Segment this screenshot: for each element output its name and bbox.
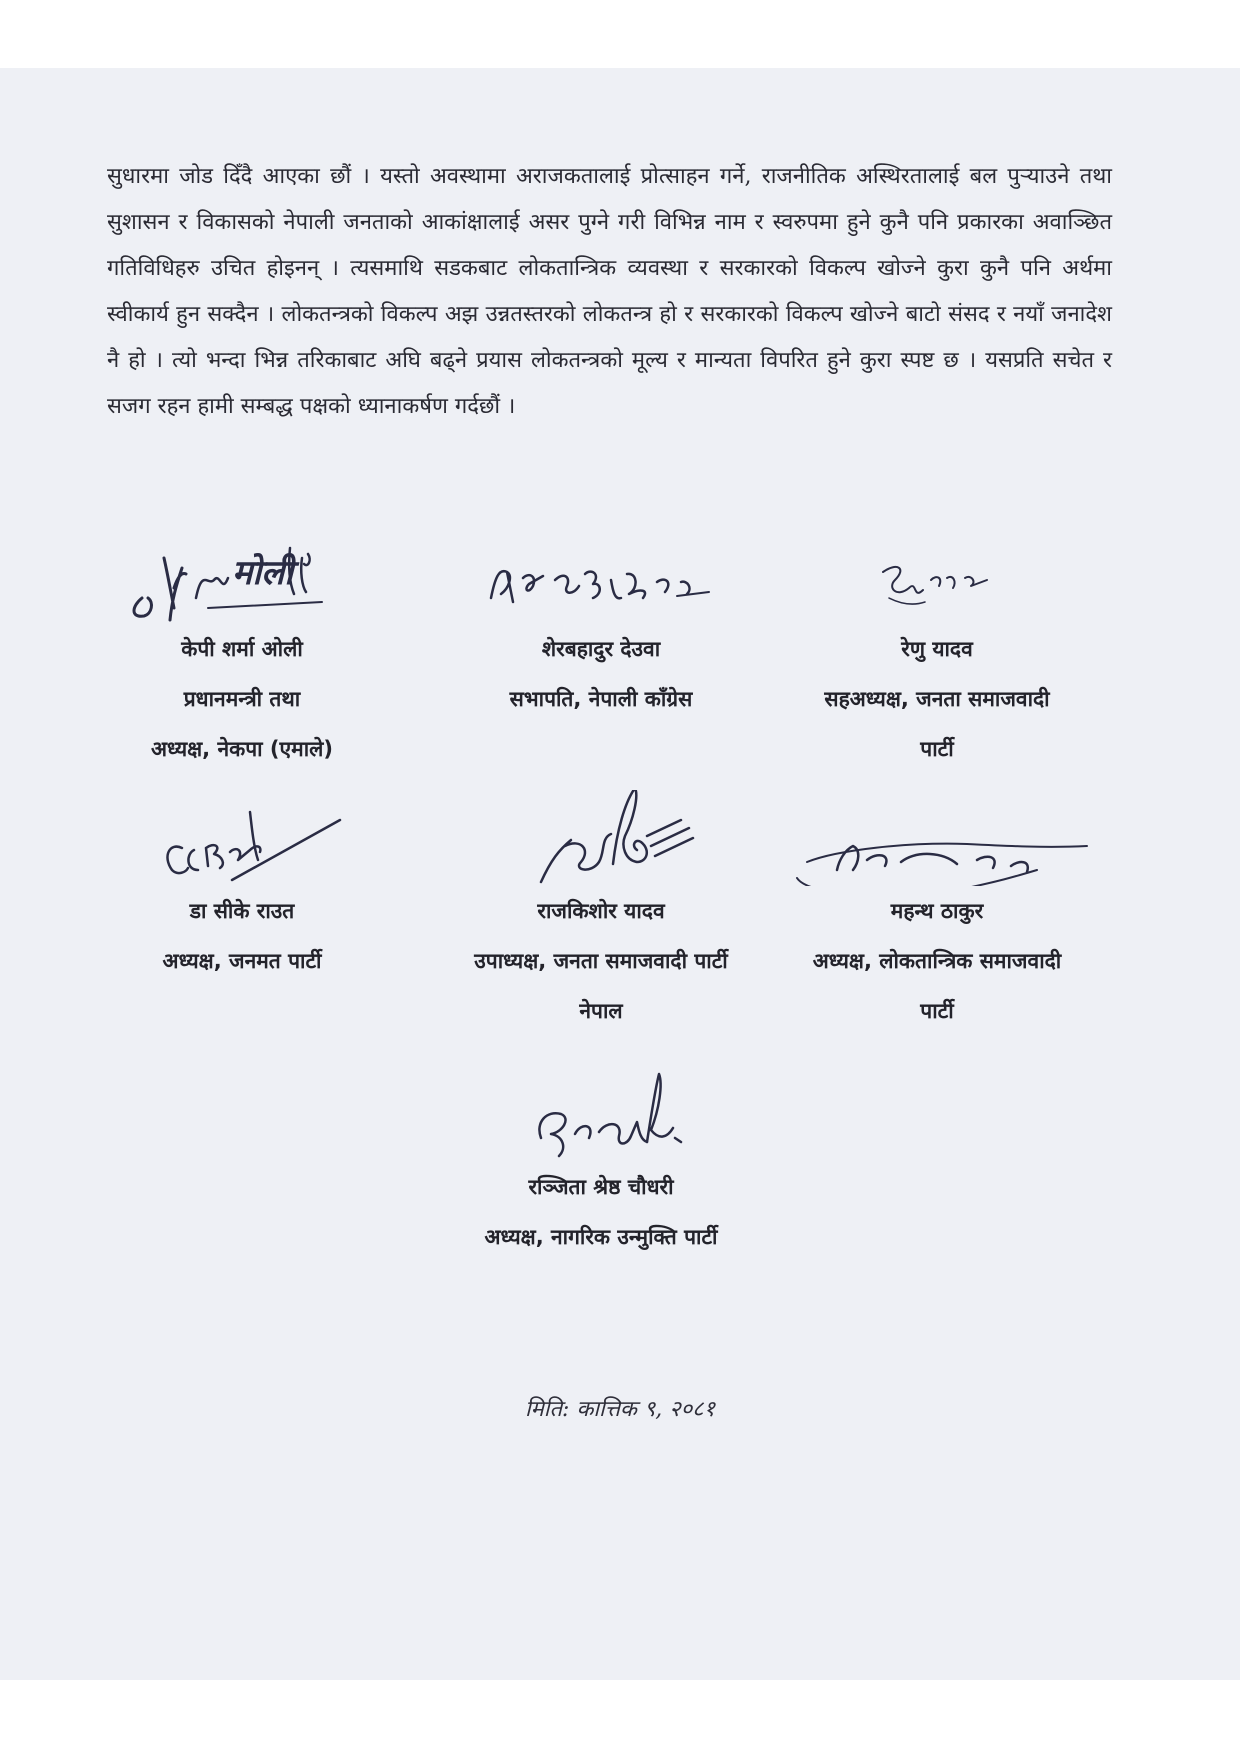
signatory-title: सहअध्यक्ष, जनता समाजवादी xyxy=(824,687,1050,711)
body-paragraph: सुधारमा जोड दिँदै आएका छौं । यस्तो अवस्थामा अराजकतालाई प्रोत्साहन गर्ने, राजनीतिक अस्थिरतालाई बल पुऱ्याउने तथा सुशासन र विकासको नेपाली जनताको आकांक्षालाई असर पुग्ने गरी विभिन्न नाम र स्वरुपमा हुने कुनै पनि प्रकारका अवाञ्छित गतिविधिहरु उचित होइनन् । त्यसमाथि सडकबाट लोकतान्त्रिक व्यवस्था र सरकारको विकल्प खोज्ने कुरा कुनै पनि अर्थमा स्वीकार्य हुन सक्दैन । लोकतन्त्रको विकल्प अझ उन्नतस्तरको लोकतन्त्र हो र सरकारको विकल्प खोज्ने बाटो संसद र नयाँ जनादेश नै हो । त्यो भन्दा भिन्न तरिकाबाट अघि बढ्ने प्रयास लोकतन्त्रको मूल्य र मान्यता विपरित हुने कुरा स्पष्ट छ । यसप्रति सचेत र सजग रहन हामी सम्बद्ध पक्षको ध्यानाकर्षण गर्दछौं । xyxy=(107,164,1112,419)
signatory-oli xyxy=(62,528,422,774)
document-date: मिति: कात्तिक ९, २०८१ xyxy=(524,1397,716,1422)
signatory-rajkishor-yadav xyxy=(421,790,781,1036)
signature-rajkishor-yadav xyxy=(441,790,761,886)
signatory-name: डा सीके राउत xyxy=(189,899,295,923)
signature-ranjita-shrestha xyxy=(471,1066,731,1162)
signatory-title: सभापति, नेपाली काँग्रेस xyxy=(509,687,693,711)
signatory-title: नेपाल xyxy=(579,999,623,1023)
signatory-name: राजकिशोर यादव xyxy=(537,899,665,923)
signature-ck-raut xyxy=(122,790,362,886)
signatory-title: अध्यक्ष, नागरिक उन्मुक्ति पार्टी xyxy=(484,1225,718,1249)
signatory-name: केपी शर्मा ओली xyxy=(181,637,303,661)
signatory-title: पार्टी xyxy=(920,737,954,761)
signatory-title: प्रधानमन्त्री तथा xyxy=(183,687,301,711)
signatory-name: रञ्जिता श्रेष्ठ चौधरी xyxy=(528,1175,674,1199)
signatory-name: शेरबहादुर देउवा xyxy=(541,637,661,661)
signatory-title: अध्यक्ष, नेकपा (एमाले) xyxy=(151,737,333,761)
signatory-ck-raut xyxy=(62,790,422,986)
signatory-mahantha-thakur xyxy=(757,790,1117,1036)
signatory-ranjita-shrestha xyxy=(421,1066,781,1262)
signature-oli xyxy=(112,528,372,624)
signature-mahantha-thakur xyxy=(767,790,1107,886)
signatory-renu-yadav xyxy=(757,528,1117,774)
signatory-title: अध्यक्ष, लोकतान्त्रिक समाजवादी xyxy=(812,949,1062,973)
document-page xyxy=(0,68,1240,1680)
svg-text:मोली: मोली xyxy=(232,553,293,593)
signatory-title: अध्यक्ष, जनमत पार्टी xyxy=(162,949,322,973)
signatory-title: उपाध्यक्ष, जनता समाजवादी पार्टी xyxy=(474,949,728,973)
signature-deuba xyxy=(451,528,751,624)
signatory-title: पार्टी xyxy=(920,999,954,1023)
signatory-deuba xyxy=(421,528,781,724)
signatory-name: महन्थ ठाकुर xyxy=(890,899,984,923)
signature-renu-yadav xyxy=(827,528,1047,624)
signatory-name: रेणु यादव xyxy=(901,637,973,661)
